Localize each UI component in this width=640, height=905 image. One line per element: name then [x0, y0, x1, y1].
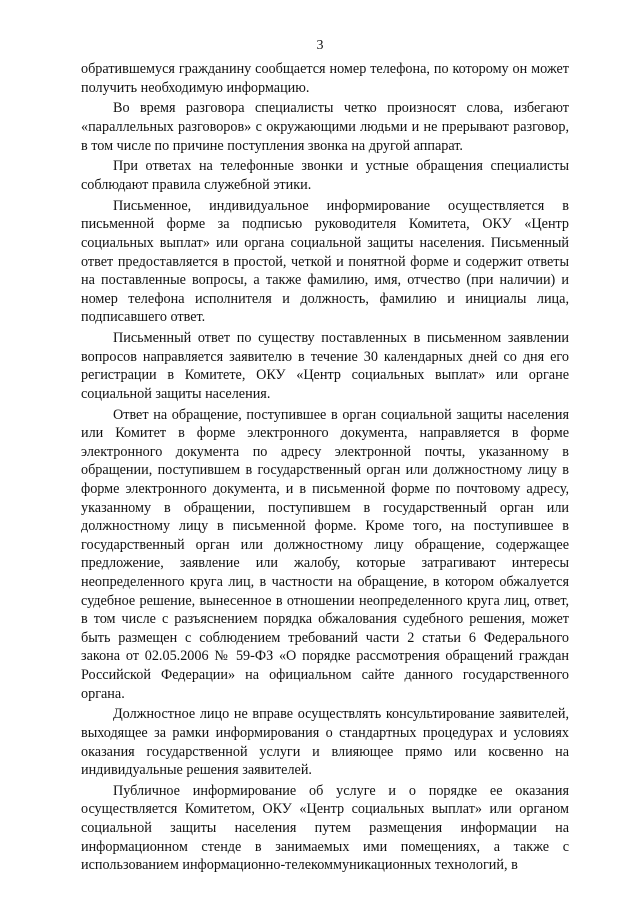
- document-body: [81, 60, 569, 877]
- paragraph-public-informing: Публичное информирование об услуге и о порядке ее оказания осуществляется Комитетом, ОКУ «Центр социальных выплат» или органом социальной защиты населения путем размещения информации на информационном стенде в занимаемых ими помещениях, а также с использованием информационно-телекоммуникационных технологий, в: [81, 782, 569, 874]
- paragraph-conversation-rules: Во время разговора специалисты четко произносят слова, избегают «параллельных разговоров» с окружающими людьми и не прерывают разговор, в том числе по причине поступления звонка на другой аппарат.: [81, 100, 569, 154]
- paragraph-phone-number: обратившемуся гражданину сообщается номер телефона, по которому он может получить необходимую информацию.: [81, 61, 569, 96]
- paragraph-service-ethics: При ответах на телефонные звонки и устные обращения специалисты соблюдают правила служебной этики.: [81, 158, 569, 193]
- paragraph-written-answer-deadline: Письменный ответ по существу поставленных в письменном заявлении вопросов направляется заявителю в течение 30 календарных дней со дня его регистрации в Комитете, ОКУ «Центр социальных выплат» или органе социальной защиты населения.: [81, 330, 569, 402]
- paragraph-consulting-limits: Должностное лицо не вправе осуществлять консультирование заявителей, выходящее за рамки информирования о стандартных процедурах и условиях оказания государственной услуги и влияющее прямо или косвенно на индивидуальные решения заявителей.: [81, 706, 569, 779]
- paragraph-electronic-answer: Ответ на обращение, поступившее в орган социальной защиты населения или Комитет в форме электронного документа, направляется в форме электронного документа по адресу электронной почты, указанному в обращении, поступившем в государственный орган или должностному лицу в форме электронного документа, и в письменной форме по почтовому адресу, указанному в обращении, поступившем в государственный орган или должностному лицу в письменной форме. Кроме того, на поступившее в государственный орган или должностному лицу обращение, содержащее предложение, заявление или жалобу, которые затрагивают интересы неопределенного круга лиц, в частности на обращение, в котором обжалуется судебное решение, вынесенное в отношении неопределенного круга лиц, ответ, в том числе с разъяснением порядка обжалования судебного решения, может быть размещен с соблюдением требований части 2 статьи 6 Федерального закона от 02.05.2006 № 59-ФЗ «О порядке рассмотрения обращений граждан Российской Федерации» на официальном сайте данного государственного органа.: [81, 406, 569, 702]
- paragraph-written-informing: Письменное, индивидуальное информирование осуществляется в письменной форме за подписью руководителя Комитета, ОКУ «Центр социальных выплат» или органа социальной защиты населения. Письменный ответ предоставляется в простой, четкой и понятной форме и содержит ответы на поставленные вопросы, а также фамилию, имя, отчество (при наличии) и номер телефона исполнителя и должность, фамилию и инициалы лица, подписавшего ответ.: [81, 197, 569, 326]
- page-number: 3: [316, 38, 324, 53]
